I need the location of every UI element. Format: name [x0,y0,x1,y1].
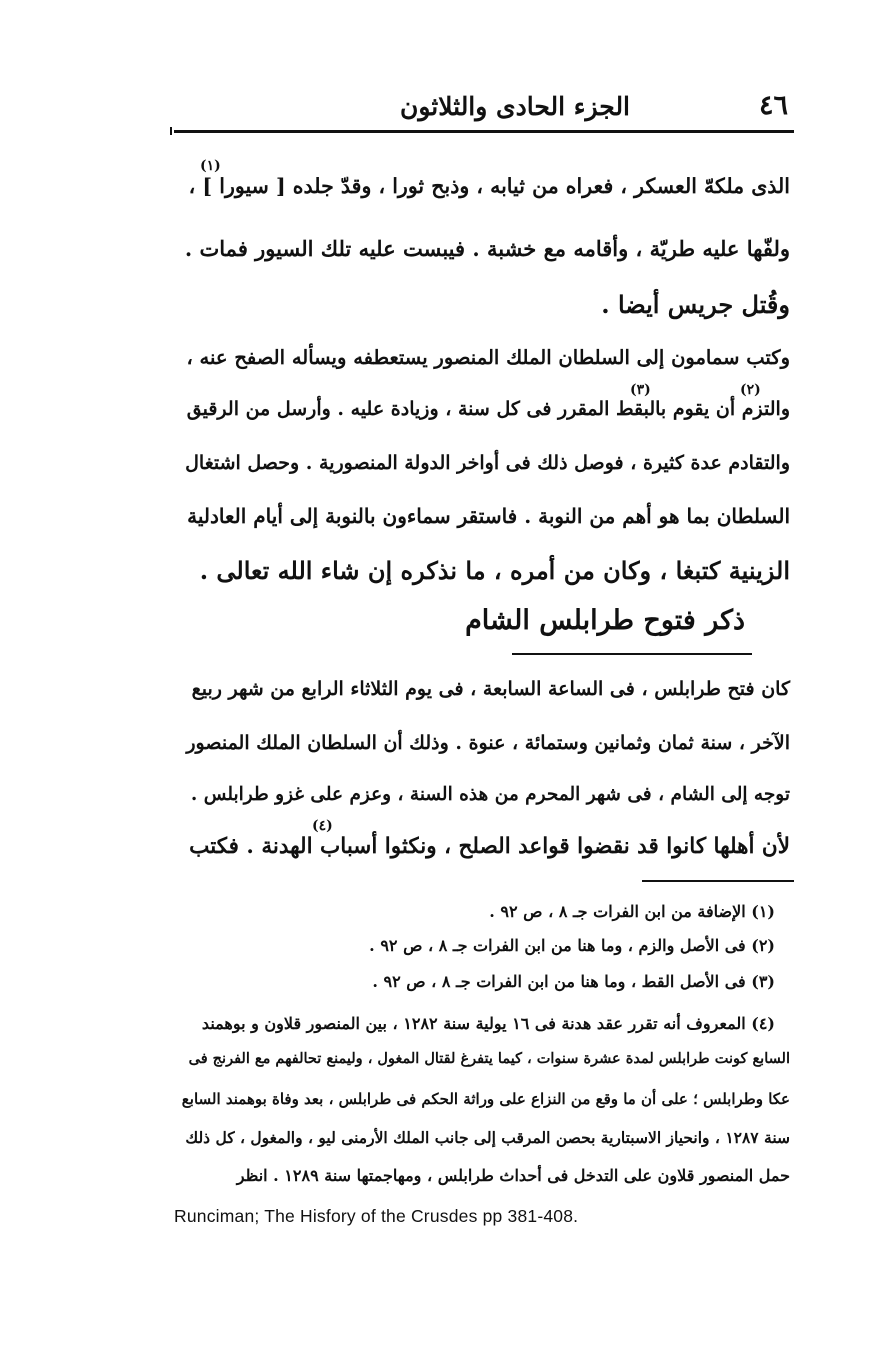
heading-underline [512,653,752,655]
body-line: السلطان بما هو أهم من النوبة . فاستقر سماءون بالنوبة إلى أيام العادلية [187,504,790,528]
footnote-continuation-line: حمل المنصور قلاون على التدخل فى أحداث طرابلس ، ومهاجمتها سنة ١٢٨٩ . انظر [236,1166,790,1185]
section-heading: ذكر فتوح طرابلس الشام [465,605,745,636]
body-line: كان فتح طرابلس ، فى الساعة السابعة ، فى يوم الثلاثاء الرابع من شهر ربيع [191,678,790,700]
footnote-item: (١) الإضافة من ابن الفرات جـ ٨ ، ص ٩٢ . [489,902,775,921]
body-line: الذى ملكهّ العسكر ، فعراه من ثيابه ، وذبح ثورا ، وقدّ جلده [ سيورا ] ، [188,174,790,198]
footnote-mark: (٣) [630,382,651,398]
body-line: والتقادم عدة كثيرة ، فوصل ذلك فى أواخر الدولة المنصورية . وحصل اشتغال [185,452,790,474]
body-line: الزينية كتبغا ، وكان من أمره ، ما نذكره إن شاء الله تعالى . [199,556,790,585]
body-line: الآخر ، سنة ثمان وثمانين وستمائة ، عنوة . وذلك أن السلطان الملك المنصور [186,732,790,754]
footnote-continuation-line: عكا وطرابلس ؛ على أن ما وقع من النزاع على وراثة الحكم فى طرابلس ، بعد وفاة بوهمند السابع [181,1090,790,1108]
footnote-reference: Runciman; The Hisfory of the Crusdes pp 381-408. [174,1206,579,1226]
header-rule [174,130,794,133]
footnote-continuation-line: السابع كونت طرابلس لمدة عشرة سنوات ، كيما يتفرغ لقتال المغول ، وليمنع تحالفهم مع الفرنج فى [188,1050,790,1067]
footnote-mark: (١) [200,158,221,174]
footnote-mark: (٤) [312,818,333,834]
running-title: الجزء الحادى والثلاثون [400,92,631,121]
page-number: ٤٦ [758,90,788,121]
footnote-item: (٤) المعروف أنه تقرر عقد هدنة فى ١٦ يولية سنة ١٢٨٢ ، بين المنصور قلاون و بوهمند [201,1014,775,1033]
body-line: ولفّها عليه طريّة ، وأقامه مع خشبة . فيبست عليه تلك السيور فمات . [184,236,790,261]
page-header [172,86,792,130]
body-line: توجه إلى الشام ، فى شهر المحرم من هذه السنة ، وعزم على غزو طرابلس . [190,784,790,805]
body-line: والتزم أن يقوم بالبقط المقرر فى كل سنة ، وزيادة عليه . وأرسل من الرقيق [186,398,790,420]
body-line: وقُتل جريس أيضا . [601,290,790,319]
body-line: وكتب سمامون إلى السلطان الملك المنصور يستعطفه ويسأله الصفح عنه ، [186,346,790,369]
footnote-continuation-line: سنة ١٢٨٧ ، وانحياز الاسبتارية بحصن المرقب إلى جانب الملك الأرمنى ليو ، والمغول ، كل ذلك [185,1128,790,1147]
body-line: لأن أهلها كانوا قد نقضوا قواعد الصلح ، ونكثوا أسباب الهدنة . فكتب [189,834,790,859]
footnote-item: (٣) فى الأصل القط ، وما هنا من ابن الفرات جـ ٨ ، ص ٩٢ . [372,972,775,991]
footnote-item: (٢) فى الأصل والزم ، وما هنا من ابن الفرات جـ ٨ ، ص ٩٢ . [369,936,775,955]
footnote-mark: (٢) [740,382,761,398]
footnote-rule [642,880,794,882]
